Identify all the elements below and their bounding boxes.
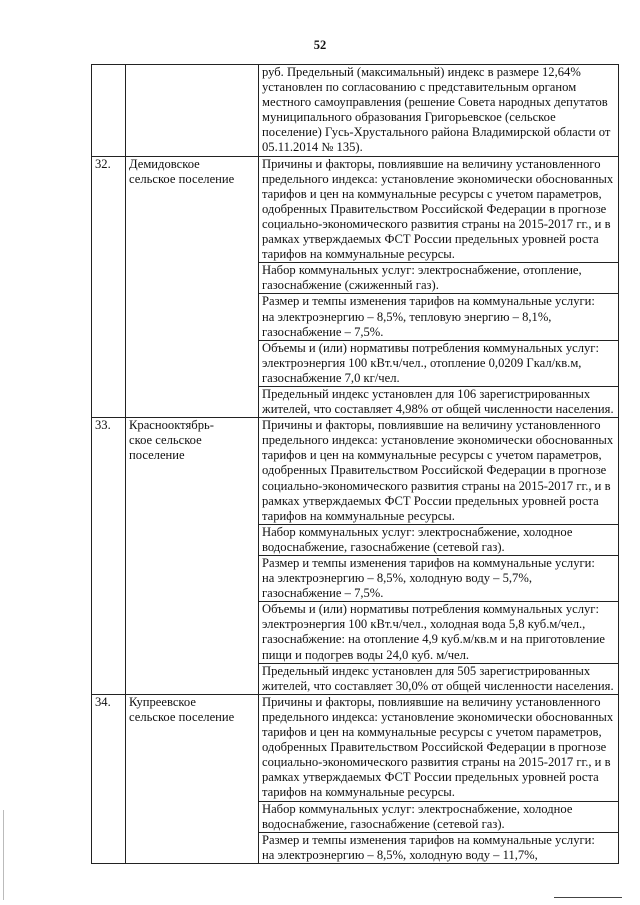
description-paragraph	[262, 387, 616, 417]
description-line: Размер и темпы изменения тарифов на коммунальные услуги:	[262, 832, 595, 847]
row-number: 32.	[95, 156, 111, 171]
description-line: предельного индекса: установление экономически обоснованных	[262, 433, 614, 448]
description-paragraph	[262, 833, 616, 863]
description-line: на электроэнергию – 8,5%, холодную воду – 11,7%,	[262, 847, 538, 862]
description-line: на электроэнергию – 8,5%, тепловую энергию – 8,1%,	[262, 309, 552, 324]
description-line: Объемы и (или) нормативы потребления коммунальных услуг:	[262, 602, 599, 617]
description-paragraph	[262, 802, 616, 832]
description-line: тарифов на коммунальные ресурсы.	[262, 785, 455, 800]
settlement-name-line: Краснооктябрь-	[129, 418, 214, 433]
settlement-name-cell	[126, 65, 259, 157]
description-line: тарифов и цен на коммунальные ресурсы с учетом параметров,	[262, 725, 602, 740]
description-line: одобренных Правительством Российской Федерации в прогнозе	[262, 201, 607, 216]
description-line: социально-экономического развития страны на 2015-2017 гг., и в	[262, 755, 611, 770]
description-line: Набор коммунальных услуг: электроснабжение, холодное	[262, 524, 573, 539]
description-cell	[259, 156, 619, 418]
description-line: Причины и факторы, повлиявшие на величину установленного	[262, 418, 601, 433]
description-paragraph	[262, 341, 616, 386]
description-cell	[259, 65, 619, 157]
description-line: тарифов и цен на коммунальные ресурсы с учетом параметров,	[262, 448, 602, 463]
description-line: пищи и подогрев воды 24,0 куб. м/чел.	[262, 647, 470, 662]
description-line: жителей, что составляет 4,98% от общей численности населения.	[262, 402, 614, 417]
description-line: тарифов на коммунальные ресурсы.	[262, 508, 455, 523]
table-row	[92, 418, 619, 695]
description-line: рамках утверждаемых ФСТ России предельных уровней роста	[262, 232, 599, 247]
settlement-name-cell	[126, 694, 259, 863]
settlement-name-line: поселение	[129, 448, 185, 463]
description-paragraph	[262, 294, 616, 339]
description-line: Размер и темпы изменения тарифов на коммунальные услуги:	[262, 294, 595, 309]
description-cell	[259, 418, 619, 695]
settlement-name-line: сельское поселение	[129, 171, 235, 186]
description-line: электроэнергия 100 кВт.ч/чел., отопление 0,0209 Гкал/кв.м,	[262, 355, 582, 370]
description-line: поселение) Гусь-Хрустального района Владимирской области от	[262, 125, 611, 140]
tariff-table	[91, 64, 619, 864]
description-paragraph	[262, 263, 616, 293]
description-paragraph	[262, 157, 616, 263]
description-line: Набор коммунальных услуг: электроснабжение, отопление,	[262, 263, 582, 278]
description-cell	[259, 694, 619, 863]
description-line: 05.11.2014 № 135).	[262, 140, 363, 155]
description-line: Предельный индекс установлен для 505 зарегистрированных	[262, 663, 591, 678]
table-row	[92, 65, 619, 157]
description-line: газоснабжение: на отопление 4,9 куб.м/кв.м и на приготовление	[262, 632, 605, 647]
row-number-cell	[92, 418, 126, 695]
settlement-name-line: Демидовское	[129, 156, 200, 171]
description-line: газоснабжение – 7,5%.	[262, 586, 384, 601]
settlement-name-line: ское сельское	[129, 433, 202, 448]
settlement-name-line: Купреевское	[129, 694, 196, 709]
description-line: жителей, что составляет 30,0% от общей численности населения.	[262, 678, 614, 693]
description-line: водоснабжение, газоснабжение (сетевой газ).	[262, 539, 505, 554]
description-line: установлен по согласованию с представительным органом	[262, 80, 577, 95]
description-line: одобренных Правительством Российской Федерации в прогнозе	[262, 463, 607, 478]
description-line: электроэнергия 100 кВт.ч/чел., холодная вода 5,8 куб.м/чел.,	[262, 617, 586, 632]
row-number-cell	[92, 156, 126, 418]
description-line: Набор коммунальных услуг: электроснабжение, холодное	[262, 801, 573, 816]
description-line: Причины и факторы, повлиявшие на величину установленного	[262, 694, 601, 709]
description-line: Предельный индекс установлен для 106 зарегистрированных	[262, 386, 591, 401]
row-number-cell	[92, 694, 126, 863]
description-line: рамках утверждаемых ФСТ России предельных уровней роста	[262, 770, 599, 785]
description-line: газоснабжение – 7,5%.	[262, 324, 384, 339]
description-paragraph	[262, 664, 616, 694]
scan-edge-shadow	[3, 810, 4, 900]
scan-edge-mark	[554, 897, 622, 898]
description-line: предельного индекса: установление экономически обоснованных	[262, 171, 614, 186]
description-line: Причины и факторы, повлиявшие на величину установленного	[262, 156, 601, 171]
description-line: руб. Предельный (максимальный) индекс в размере 12,64%	[262, 65, 581, 79]
description-line: тарифов и цен на коммунальные ресурсы с учетом параметров,	[262, 186, 602, 201]
description-line: газоснабжение 7,0 кг/чел.	[262, 370, 400, 385]
description-paragraph	[262, 65, 616, 156]
description-paragraph	[262, 525, 616, 555]
description-line: Объемы и (или) нормативы потребления коммунальных услуг:	[262, 340, 599, 355]
table-row	[92, 156, 619, 418]
description-paragraph	[262, 695, 616, 801]
settlement-name-cell	[126, 156, 259, 418]
description-line: предельного индекса: установление экономически обоснованных	[262, 709, 614, 724]
description-paragraph	[262, 418, 616, 524]
row-number: 33.	[95, 418, 111, 433]
description-line: Размер и темпы изменения тарифов на коммунальные услуги:	[262, 556, 595, 570]
description-line: водоснабжение, газоснабжение (сетевой газ).	[262, 816, 505, 831]
description-paragraph	[262, 602, 616, 662]
page-number: 52	[313, 38, 327, 52]
settlement-name-cell	[126, 418, 259, 695]
description-line: одобренных Правительством Российской Федерации в прогнозе	[262, 740, 607, 755]
description-line: тарифов на коммунальные ресурсы.	[262, 247, 455, 262]
description-line: муниципального образования Григорьевское (сельское	[262, 110, 556, 125]
description-line: социально-экономического развития страны на 2015-2017 гг., и в	[262, 478, 611, 493]
row-number-cell	[92, 65, 126, 157]
description-line: социально-экономического развития страны на 2015-2017 гг., и в	[262, 216, 611, 231]
description-line: рамках утверждаемых ФСТ России предельных уровней роста	[262, 493, 599, 508]
description-line: газоснабжение (сжиженный газ).	[262, 278, 439, 293]
table-row	[92, 694, 619, 863]
row-number: 34.	[95, 694, 111, 709]
description-line: на электроэнергию – 8,5%, холодную воду – 5,7%,	[262, 571, 532, 586]
description-line: местного самоуправления (решение Совета народных депутатов	[262, 95, 608, 110]
settlement-name-line: сельское поселение	[129, 709, 235, 724]
description-paragraph	[262, 556, 616, 601]
